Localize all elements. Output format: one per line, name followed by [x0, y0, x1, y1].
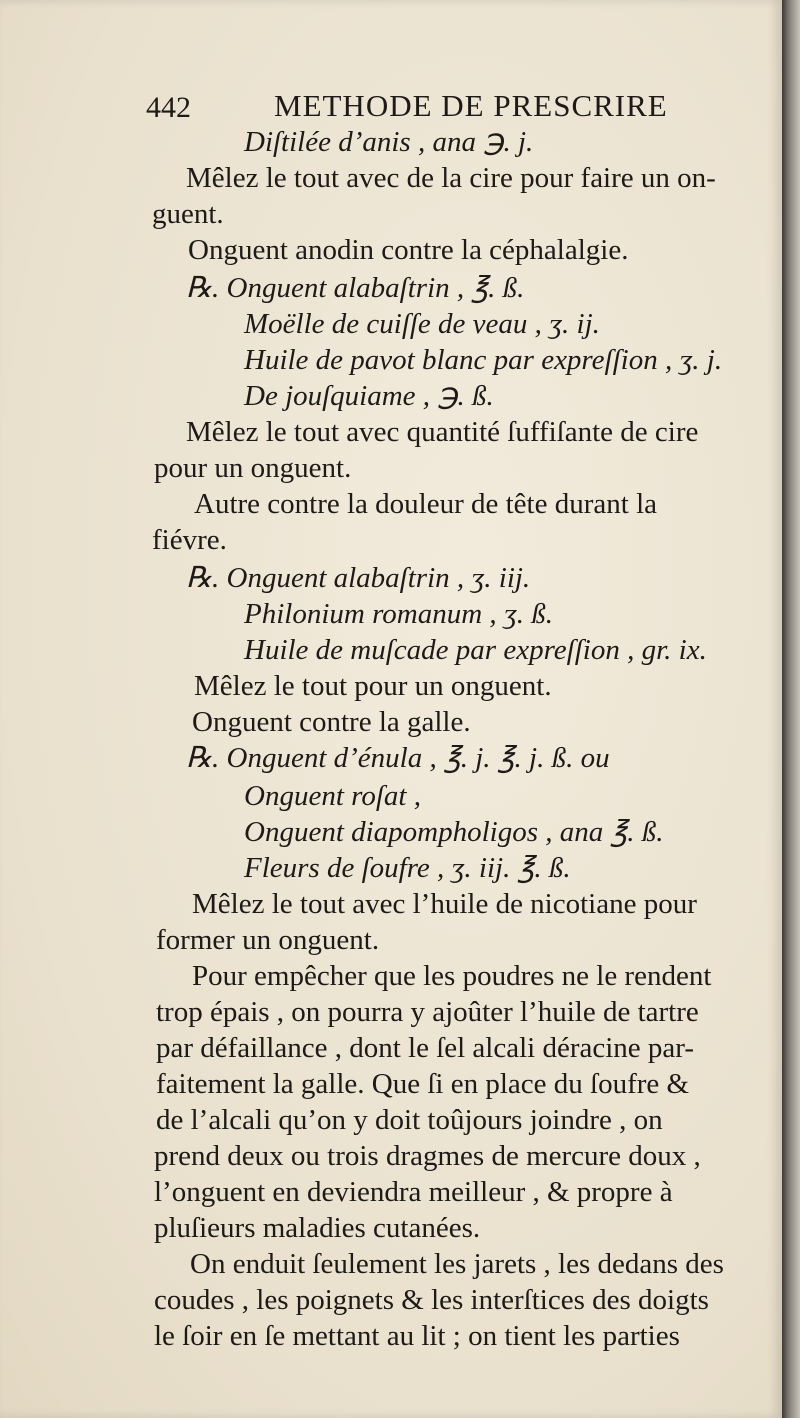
text-line: Mêlez le tout avec de la cire pour faire un on-	[186, 162, 716, 194]
text-line: l’onguent en deviendra meilleur , & propre à	[154, 1176, 673, 1208]
text-line: Fleurs de ſoufre , ʒ. iij. ℥. ß.	[244, 852, 571, 884]
text-line: Mêlez le tout pour un onguent.	[194, 670, 552, 702]
text-line: coudes , les poignets & les interſtices des doigts	[154, 1284, 709, 1316]
text-line: pluſieurs maladies cutanées.	[154, 1212, 481, 1244]
text-line: Onguent roſat ,	[244, 780, 421, 812]
text-line: le ſoir en ſe mettant au lit ; on tient les parties	[154, 1320, 680, 1352]
text-line: par défaillance , dont le ſel alcali déracine par-	[156, 1032, 695, 1064]
text-line: Pour empêcher que les poudres ne le rendent	[192, 960, 712, 992]
running-head: METHODE DE PRESCRIRE	[274, 88, 668, 123]
page-number: 442	[146, 91, 191, 124]
text-line: Mêlez le tout avec quantité ſuffiſante de cire	[186, 416, 699, 448]
text-line: Mêlez le tout avec l’huile de nicotiane pour	[192, 888, 697, 920]
text-line: Diſtilée d’anis , ana ℈. j.	[244, 126, 534, 158]
text-line: Huile de muſcade par expreſſion , gr. ix.	[244, 634, 707, 666]
text-line: On enduit ſeulement les jarets , les dedans des	[190, 1248, 724, 1280]
text-line: pour un onguent.	[154, 452, 352, 484]
text-line: Onguent diapompholigos , ana ℥. ß.	[244, 816, 664, 848]
text-line: ℞. Onguent alabaſtrin , ℥. ß.	[186, 272, 525, 304]
text-line: former un onguent.	[156, 924, 380, 956]
text-line: Autre contre la douleur de tête durant la	[194, 488, 657, 520]
text-line: guent.	[152, 198, 224, 230]
text-line: Onguent anodin contre la céphalalgie.	[188, 234, 629, 266]
book-spine-edge	[782, 0, 800, 1418]
text-line: trop épais , on pourra y ajoûter l’huile de tartre	[156, 996, 699, 1028]
text-line: Philonium romanum , ʒ. ß.	[244, 598, 554, 630]
text-line: De jouſquiame , ℈. ß.	[244, 380, 494, 412]
text-line: prend deux ou trois dragmes de mercure doux ,	[154, 1140, 701, 1172]
text-line: fiévre.	[152, 524, 227, 556]
text-line: faitement la galle. Que ſi en place du ſoufre &	[156, 1068, 690, 1100]
text-line: Moëlle de cuiſſe de veau , ʒ. ij.	[244, 308, 600, 340]
text-line: Onguent contre la galle.	[192, 706, 471, 738]
text-line: Huile de pavot blanc par expreſſion , ʒ. j.	[244, 344, 723, 376]
text-line: ℞. Onguent d’énula , ℥. j. ℥. j. ß. ou	[186, 742, 610, 774]
text-line: ℞. Onguent alabaſtrin , ʒ. iij.	[186, 562, 531, 594]
text-line: de l’alcali qu’on y doit toûjours joindre , on	[156, 1104, 663, 1136]
